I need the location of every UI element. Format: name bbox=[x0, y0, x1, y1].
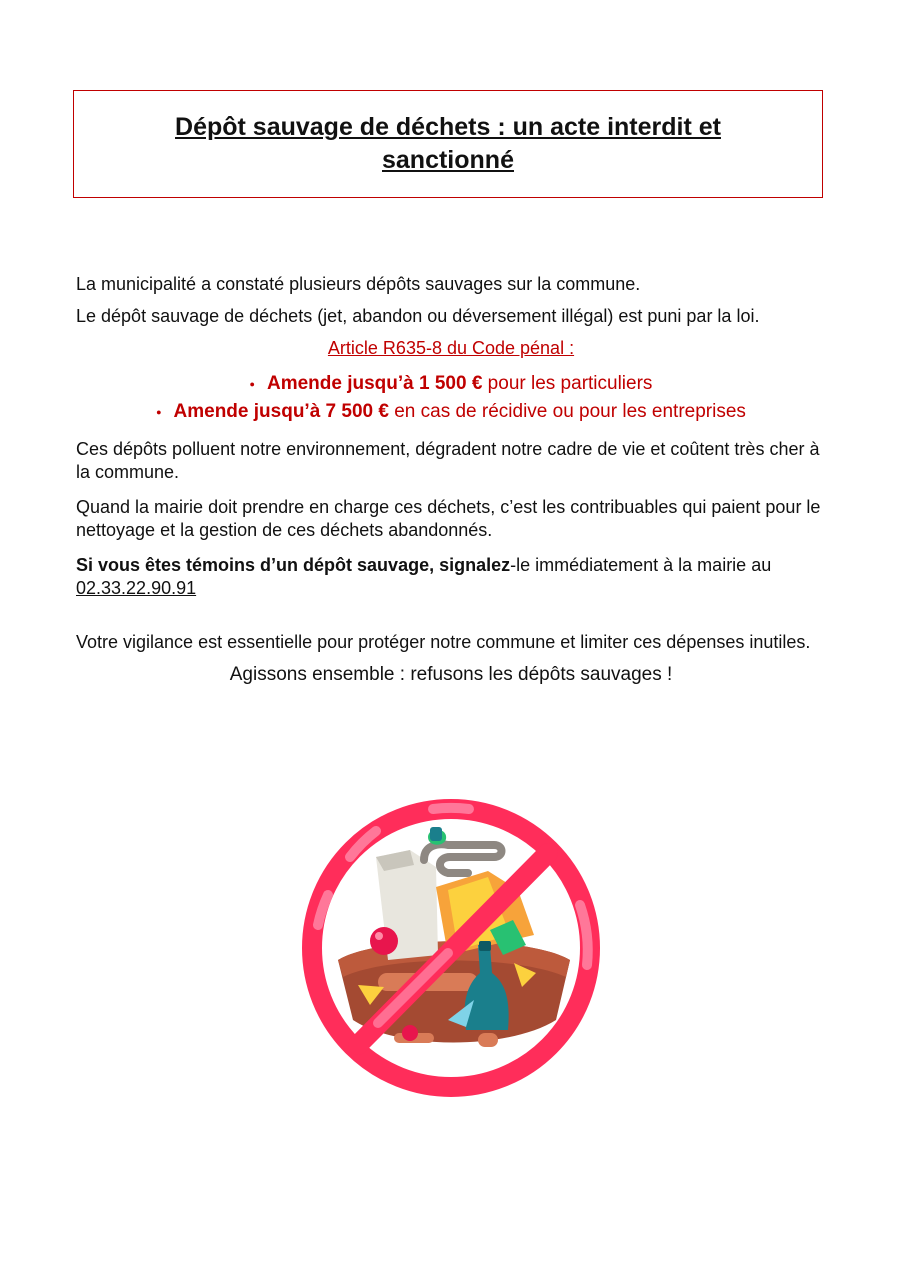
main-content bbox=[76, 273, 826, 695]
report-bold: Si vous êtes témoins d’un dépôt sauvage, signalez bbox=[76, 555, 511, 576]
page-title: Dépôt sauvage de déchets : un acte interdit et sanctionné bbox=[175, 113, 721, 174]
spacer bbox=[76, 609, 826, 631]
vigilance-paragraph: Votre vigilance est essentielle pour protéger notre commune et limiter ces dépenses inutiles. bbox=[76, 632, 811, 653]
fine-target: pour les particuliers bbox=[482, 373, 653, 395]
cost-paragraph: Quand la mairie doit prendre en charge ces déchets, c’est les contribuables qui paient pour le nettoyage et la gestion de ces déchets abandonnés. bbox=[76, 497, 821, 541]
bullet-icon: ● bbox=[249, 379, 255, 389]
no-dumping-icon bbox=[298, 795, 604, 1101]
fine-item-companies bbox=[76, 398, 826, 426]
fine-amount: Amende jusqu’à 7 500 € bbox=[173, 401, 389, 423]
fine-item-individuals bbox=[76, 370, 826, 398]
pollution-paragraph: Ces dépôts polluent notre environnement, dégradent notre cadre de vie et coûtent très cher à la commune. bbox=[76, 439, 820, 483]
fine-target: en cas de récidive ou pour les entreprises bbox=[388, 401, 746, 423]
report-text: -le immédiatement à la mairie au bbox=[510, 555, 772, 576]
intro-line-1: La municipalité a constaté plusieurs dépôts sauvages sur la commune. bbox=[76, 274, 641, 294]
closing-slogan: Agissons ensemble : refusons les dépôts sauvages ! bbox=[229, 664, 673, 686]
bullet-icon: ● bbox=[156, 407, 162, 418]
intro-line-2: Le dépôt sauvage de déchets (jet, abandon ou déversement illégal) est puni par la loi. bbox=[76, 306, 760, 326]
phone-number[interactable]: 02.33.22.90.91 bbox=[76, 578, 197, 599]
fines-list bbox=[76, 370, 826, 426]
title-box bbox=[73, 90, 823, 198]
report-paragraph bbox=[76, 554, 826, 600]
fine-amount: Amende jusqu’à 1 500 € bbox=[266, 373, 483, 395]
article-reference: Article R635-8 du Code pénal : bbox=[327, 338, 575, 358]
